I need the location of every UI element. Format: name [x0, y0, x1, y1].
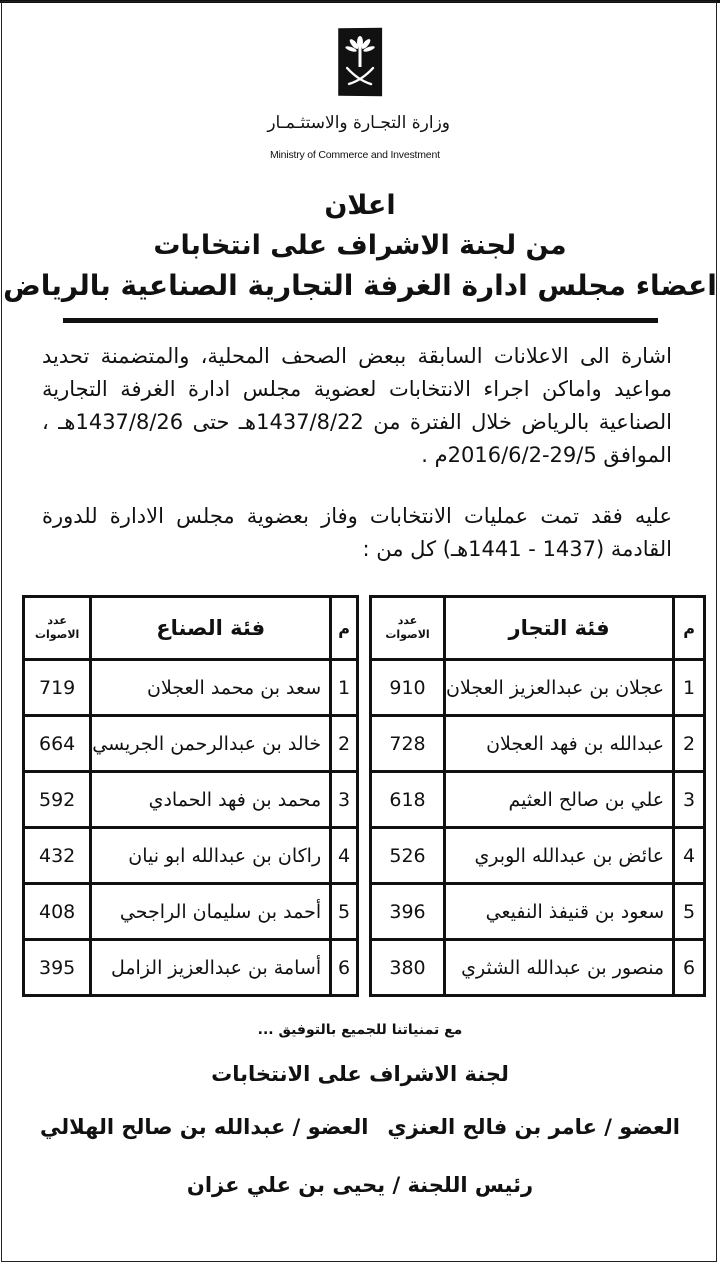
votes-header-line2: الاصوات: [385, 628, 430, 641]
table-row: [371, 828, 705, 884]
table-header-row: [24, 597, 358, 660]
row-index: 1: [674, 660, 705, 716]
committee-name: لجنة الاشراف على الانتخابات: [211, 1062, 509, 1086]
candidate-name: عبدالله بن فهد العجلان: [445, 716, 674, 772]
vote-count: 380: [371, 940, 445, 996]
index-header: م: [331, 597, 358, 660]
table-row: [371, 940, 705, 996]
ministry-name-arabic: وزارة التجـارة والاستثـمـار: [267, 113, 450, 133]
candidate-name: محمد بن فهد الحمادي: [91, 772, 331, 828]
name-header: فئة الصناع: [91, 597, 331, 660]
votes-header-line1: عدد: [397, 614, 418, 627]
row-index: 4: [674, 828, 705, 884]
announcement-heading: اعلان: [324, 190, 396, 221]
table-row: [24, 940, 358, 996]
merchants-table: [369, 595, 706, 997]
row-index: 3: [674, 772, 705, 828]
table-row: [24, 660, 358, 716]
industrialists-table: [22, 595, 359, 997]
table-header-row: [371, 597, 705, 660]
name-header: فئة التجار: [445, 597, 674, 660]
vote-count: 664: [24, 716, 91, 772]
vote-count: 408: [24, 884, 91, 940]
results-paragraph: عليه فقد تمت عمليات الانتخابات وفاز بعضوية مجلس الادارة للدورة القادمة (1437 - 1441هـ) كل من :: [42, 504, 672, 561]
announcement-titles: [0, 186, 720, 306]
candidate-name: راكان بن عبدالله ابو نيان: [91, 828, 331, 884]
candidate-name: عجلان بن عبدالعزيز العجلان: [445, 660, 674, 716]
announcement-subheading: من لجنة الاشراف على انتخابات: [153, 230, 567, 261]
member-signature: العضو / عبدالله بن صالح الهلالي: [40, 1115, 369, 1139]
row-index: 1: [331, 660, 358, 716]
candidate-name: سعد بن محمد العجلان: [91, 660, 331, 716]
title-divider: [63, 318, 658, 323]
saudi-emblem-icon: [338, 28, 382, 97]
row-index: 6: [331, 940, 358, 996]
results-tables: [22, 595, 706, 995]
candidate-name: خالد بن عبدالرحمن الجريسي: [91, 716, 331, 772]
candidate-name: سعود بن قنيفذ النفيعي: [445, 884, 674, 940]
candidate-name: علي بن صالح العثيم: [445, 772, 674, 828]
votes-header: [371, 597, 445, 660]
candidate-name: منصور بن عبدالله الشثري: [445, 940, 674, 996]
vote-count: 526: [371, 828, 445, 884]
intro-paragraph: اشارة الى الاعلانات السابقة ببعض الصحف المحلية، والمتضمنة تحديد مواعيد واماكن اجراء الانتخابات لعضوية مجلس ادارة الغرفة التجارية الصناعية بالرياض خلال الفترة من 1437/8/22هـ حتى 1437/8/26هـ ، الموافق 29/5-2016/6/2م .: [42, 344, 673, 467]
vote-count: 719: [24, 660, 91, 716]
table-row: [371, 716, 705, 772]
row-index: 6: [674, 940, 705, 996]
committee-chair: رئيس اللجنة / يحيى بن علي عزان: [186, 1173, 534, 1197]
ministry-name-english: Ministry of Commerce and Investment: [270, 149, 440, 161]
candidate-name: أسامة بن عبدالعزيز الزامل: [91, 940, 331, 996]
table-row: [24, 772, 358, 828]
vote-count: 592: [24, 772, 91, 828]
table-row: [24, 884, 358, 940]
index-header: م: [674, 597, 705, 660]
vote-count: 728: [371, 716, 445, 772]
candidate-name: عائض بن عبدالله الوبري: [445, 828, 674, 884]
votes-header: [24, 597, 91, 660]
table-row: [371, 772, 705, 828]
table-row: [24, 716, 358, 772]
committee-members: [40, 1115, 680, 1139]
table-row: [371, 884, 705, 940]
row-index: 4: [331, 828, 358, 884]
row-index: 5: [331, 884, 358, 940]
row-index: 2: [331, 716, 358, 772]
announcement-subject: اعضاء مجلس ادارة الغرفة التجارية الصناعية بالرياض: [3, 269, 717, 302]
table-row: [371, 660, 705, 716]
vote-count: 432: [24, 828, 91, 884]
vote-count: 618: [371, 772, 445, 828]
closing-wishes: مع تمنياتنا للجميع بالتوفيق ...: [257, 1022, 463, 1038]
row-index: 3: [331, 772, 358, 828]
vote-count: 910: [371, 660, 445, 716]
table-row: [24, 828, 358, 884]
vote-count: 395: [24, 940, 91, 996]
vote-count: 396: [371, 884, 445, 940]
ministry-logo: [0, 28, 720, 100]
candidate-name: أحمد بن سليمان الراجحي: [91, 884, 331, 940]
row-index: 5: [674, 884, 705, 940]
member-signature: العضو / عامر بن فالح العنزي: [387, 1115, 680, 1139]
row-index: 2: [674, 716, 705, 772]
votes-header-line1: عدد: [47, 614, 67, 627]
votes-header-line2: الاصوات: [34, 628, 80, 641]
